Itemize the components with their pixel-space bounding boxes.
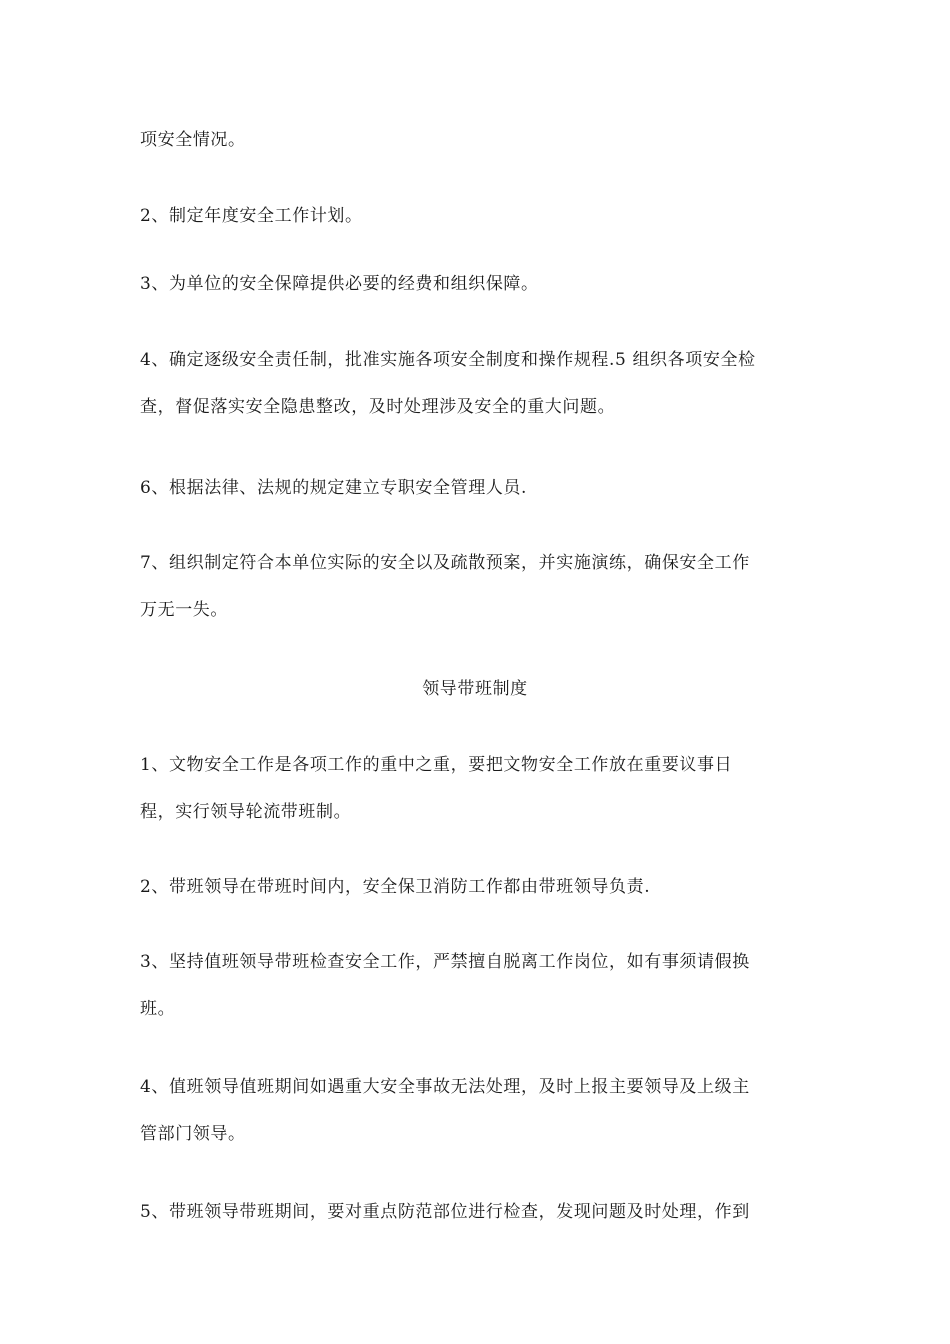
text-line: 万无一失。 [140,600,228,620]
text-line: 1、文物安全工作是各项工作的重中之重，要把文物安全工作放在重要议事日 [140,755,733,775]
text-line: 程，实行领导轮流带班制。 [140,802,352,822]
rule-item-3 [140,952,820,1019]
list-item-7 [140,553,820,620]
rule-item-5 [140,1202,820,1222]
list-item-2 [140,206,820,226]
text-line: 4、值班领导值班期间如遇重大安全事故无法处理，及时上报主要领导及上级主 [140,1077,750,1097]
rule-item-1 [140,755,820,822]
list-item-6 [140,478,820,498]
text-line: 2、制定年度安全工作计划。 [140,206,363,226]
rule-item-4 [140,1077,820,1144]
text-line: 5、带班领导带班期间，要对重点防范部位进行检查，发现问题及时处理，作到 [140,1202,750,1222]
text-line: 7、组织制定符合本单位实际的安全以及疏散预案，并实施演练，确保安全工作 [140,553,750,573]
text-line: 4、确定逐级安全责任制，批准实施各项安全制度和操作规程.5 组织各项安全检 [140,350,756,370]
rule-item-2 [140,877,820,897]
text-line: 查，督促落实安全隐患整改，及时处理涉及安全的重大问题。 [140,397,616,417]
text-line: 班。 [140,999,176,1019]
text-line: 项安全情况。 [140,130,246,150]
list-item-4 [140,350,820,417]
text-line: 3、坚持值班领导带班检查安全工作，严禁擅自脱离工作岗位，如有事须请假换 [140,952,750,972]
list-item-3 [140,274,820,294]
text-line: 2、带班领导在带班时间内，安全保卫消防工作都由带班领导负责. [140,877,651,897]
section-title: 领导带班制度 [422,679,528,699]
text-line: 3、为单位的安全保障提供必要的经费和组织保障。 [140,274,539,294]
text-line: 6、根据法律、法规的规定建立专职安全管理人员. [140,478,528,498]
text-line: 管部门领导。 [140,1124,246,1144]
paragraph-continuation [140,130,820,150]
